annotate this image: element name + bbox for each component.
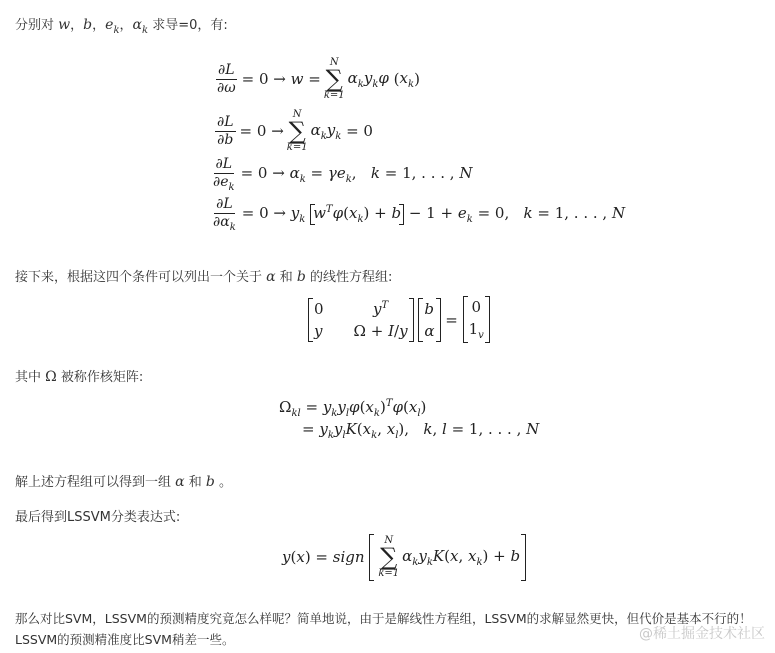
classifier-intro: 最后得到LSSVM分类表达式: (15, 510, 181, 525)
kernel-eq-line1: $\Omega_{kl} = y_ky_l\varphi(x_k)^T\varphi(x_l)$ (279, 398, 427, 419)
classifier-equation: y(x) = sign N ∑ k=1 $\alpha_ky_kK(x$, $x_k) + b$ (282, 534, 526, 581)
eq-dL-db: $\frac{\partial L}{\partial b}$ = 0 → N ∑ k=1 $\alpha_ky_k$ = 0 (217, 109, 373, 153)
solution-paragraph: 解上述方程组可以得到一组 α 和 b 。 (15, 474, 232, 490)
intro-paragraph: 分别对 w，b，$e_k$，$\alpha_k$ 求导=0，有: (15, 17, 228, 36)
eq-dL-dek: $\frac{\partial L}{\partial e_k}$ = $0 \to \alpha_k = \gamma e_k$, k = 1, . . . , N (213, 156, 473, 193)
eq-dL-domega: $\frac{\partial L}{\partial\omega}$ = 0 → w = N ∑ k=1 $\alpha_ky_k\varphi$ ( $x_k$ ) (217, 57, 420, 101)
eq-dL-dalphak: $\frac{\partial L}{\partial\alpha_k}$ = $0 \to y_k$ $w^T\varphi(x_k) + b$ − $1 + e_k = 0$, k = 1, . . . , N (213, 196, 626, 233)
kernel-eq-line2: = $y_ky_lK(x_k$, $x_l$), k, l = 1, . . . , N (302, 420, 540, 441)
juejin-watermark: @稀土掘金技术社区 (639, 626, 765, 642)
comparison-line1: 那么对比SVM，LSSVM的预测精度究竟怎么样呢？简单地说，由于是解线性方程组，LSSVM的求解显然更快，但代价是基本不行的！ (15, 611, 752, 626)
kernel-matrix-intro: 其中 Ω 被称作核矩阵: (15, 369, 144, 385)
var-w: w (58, 17, 71, 33)
comparison-line2: LSSVM的预测精准度比SVM稍差一些。 (15, 632, 235, 647)
matrix-equation: 0 $y^T$ y Ω + I/y b α = 0 $1_v$ (308, 296, 490, 343)
linear-system-intro: 接下来，根据这四个条件可以列出一个关于 α 和 b 的线性方程组: (15, 269, 393, 285)
